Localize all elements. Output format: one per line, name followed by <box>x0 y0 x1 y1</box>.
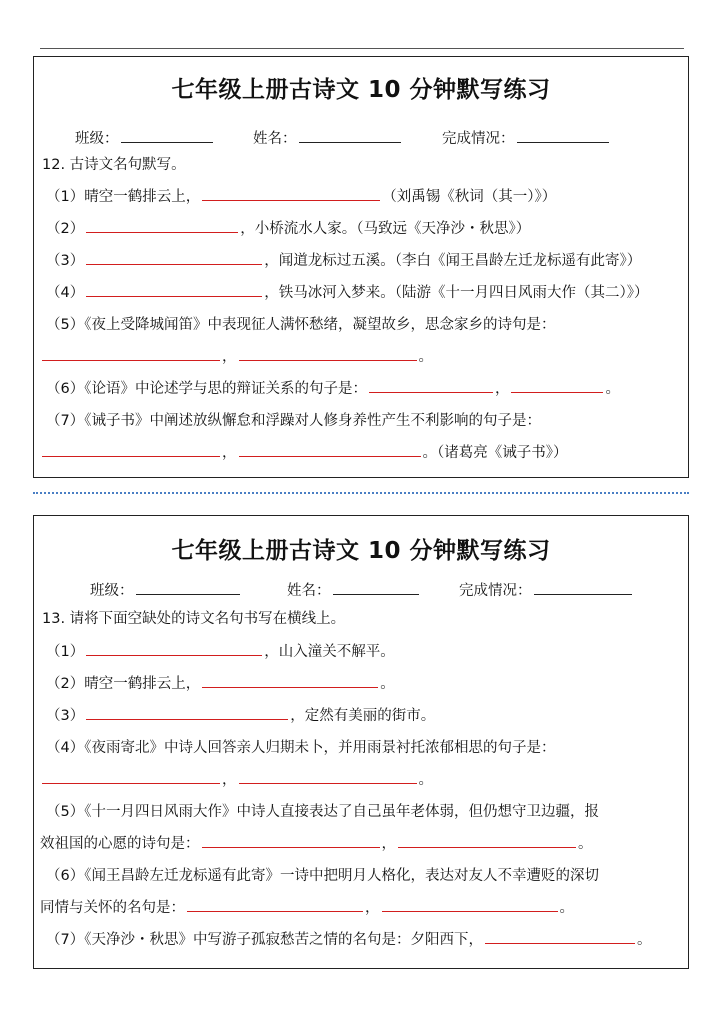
answer-blank[interactable] <box>239 348 417 361</box>
status-field <box>442 127 611 148</box>
name-label: 姓名： <box>287 583 331 599</box>
answer-blank[interactable] <box>42 771 220 784</box>
q12-item-3: （3） ，闻道龙标过五溪。（李白《闻王昌龄左迁龙标遥有此寄》） <box>46 253 642 269</box>
answer-blank[interactable] <box>202 835 380 848</box>
q13-item-5: （5）《十一月四日风雨大作》中诗人直接表达了自己虽年老体弱，但仍想守卫边疆，报 <box>46 804 599 820</box>
answer-blank[interactable] <box>369 380 493 393</box>
answer-blank[interactable] <box>398 835 576 848</box>
q12-item-1: （1）晴空一鹤排云上， （刘禹锡《秋词（其一）》） <box>46 189 557 205</box>
dotted-divider <box>33 492 689 494</box>
answer-blank[interactable] <box>202 188 380 201</box>
question-13: 13. 请将下面空缺处的诗文名句书写在横线上。 <box>42 611 346 627</box>
q12-item-7: （7）《诫子书》中阐述放纵懈怠和浮躁对人修身养性产生不利影响的句子是： <box>46 413 541 429</box>
answer-blank[interactable] <box>239 771 417 784</box>
name-input[interactable] <box>299 130 401 143</box>
q13-item-2: （2）晴空一鹤排云上， 。 <box>46 676 395 692</box>
class-field <box>90 579 242 600</box>
answer-blank[interactable] <box>86 643 262 656</box>
q13-item-6-cont: 同情与关怀的名句是： ， 。 <box>40 900 574 916</box>
class-label: 班级： <box>90 583 134 599</box>
answer-blank[interactable] <box>239 444 421 457</box>
q13-item-6: （6）《闻王昌龄左迁龙标遥有此寄》一诗中把明月人格化，表达对友人不幸遭贬的深切 <box>46 868 599 884</box>
answer-blank[interactable] <box>485 931 635 944</box>
q13-item-1: （1） ，山入潼关不解平。 <box>46 644 395 660</box>
q13-item-5-cont: 效祖国的心愿的诗句是： ， 。 <box>40 836 593 852</box>
q13-item-3: （3） ，定然有美丽的街市。 <box>46 708 436 724</box>
answer-blank[interactable] <box>86 707 288 720</box>
worksheet-2 <box>33 515 689 969</box>
answer-blank[interactable] <box>42 444 220 457</box>
class-label: 班级： <box>75 131 119 147</box>
answer-blank[interactable] <box>42 348 220 361</box>
q13-item-4: （4）《夜雨寄北》中诗人回答亲人归期未卜，并用雨景衬托浓郁相思的句子是： <box>46 740 556 756</box>
answer-blank[interactable] <box>382 899 558 912</box>
q13-item-7: （7）《天净沙・秋思》中写游子孤寂愁苦之情的名句是：夕阳西下， 。 <box>46 932 652 948</box>
worksheet-title: 七年级上册古诗文 10 分钟默写练习 <box>171 77 551 103</box>
answer-blank[interactable] <box>202 675 378 688</box>
answer-blank[interactable] <box>511 380 603 393</box>
answer-blank[interactable] <box>86 252 262 265</box>
q12-item-7-blanks: ， 。（诸葛亮《诫子书》） <box>40 443 568 463</box>
class-field <box>75 127 215 148</box>
answer-blank[interactable] <box>86 284 262 297</box>
worksheet-title: 七年级上册古诗文 10 分钟默写练习 <box>171 538 551 564</box>
top-rule <box>40 48 684 49</box>
name-input[interactable] <box>333 582 419 595</box>
q12-item-2: （2） ，小桥流水人家。（马致远《天净沙・秋思》） <box>46 221 531 237</box>
status-label: 完成情况： <box>442 131 515 147</box>
class-input[interactable] <box>121 130 213 143</box>
name-label: 姓名： <box>253 131 297 147</box>
question-12: 12. 古诗文名句默写。 <box>42 157 186 173</box>
q12-item-4: （4） ，铁马冰河入梦来。（陆游《十一月四日风雨大作（其二）》） <box>46 285 649 301</box>
status-input[interactable] <box>534 582 632 595</box>
status-input[interactable] <box>517 130 609 143</box>
name-field <box>253 127 403 148</box>
answer-blank[interactable] <box>187 899 363 912</box>
class-input[interactable] <box>136 582 240 595</box>
q12-item-5: （5）《夜上受降城闻笛》中表现征人满怀愁绪，凝望故乡，思念家乡的诗句是： <box>46 317 556 333</box>
name-field <box>287 579 421 600</box>
worksheet-1 <box>33 56 689 478</box>
answer-blank[interactable] <box>86 220 238 233</box>
q12-item-6: （6）《论语》中论述学与思的辩证关系的句子是： ， 。 <box>46 381 620 397</box>
q13-item-4-blanks: ， 。 <box>40 770 433 790</box>
status-field <box>459 579 634 600</box>
status-label: 完成情况： <box>459 583 532 599</box>
q12-item-5-blanks: ， 。 <box>40 347 433 367</box>
